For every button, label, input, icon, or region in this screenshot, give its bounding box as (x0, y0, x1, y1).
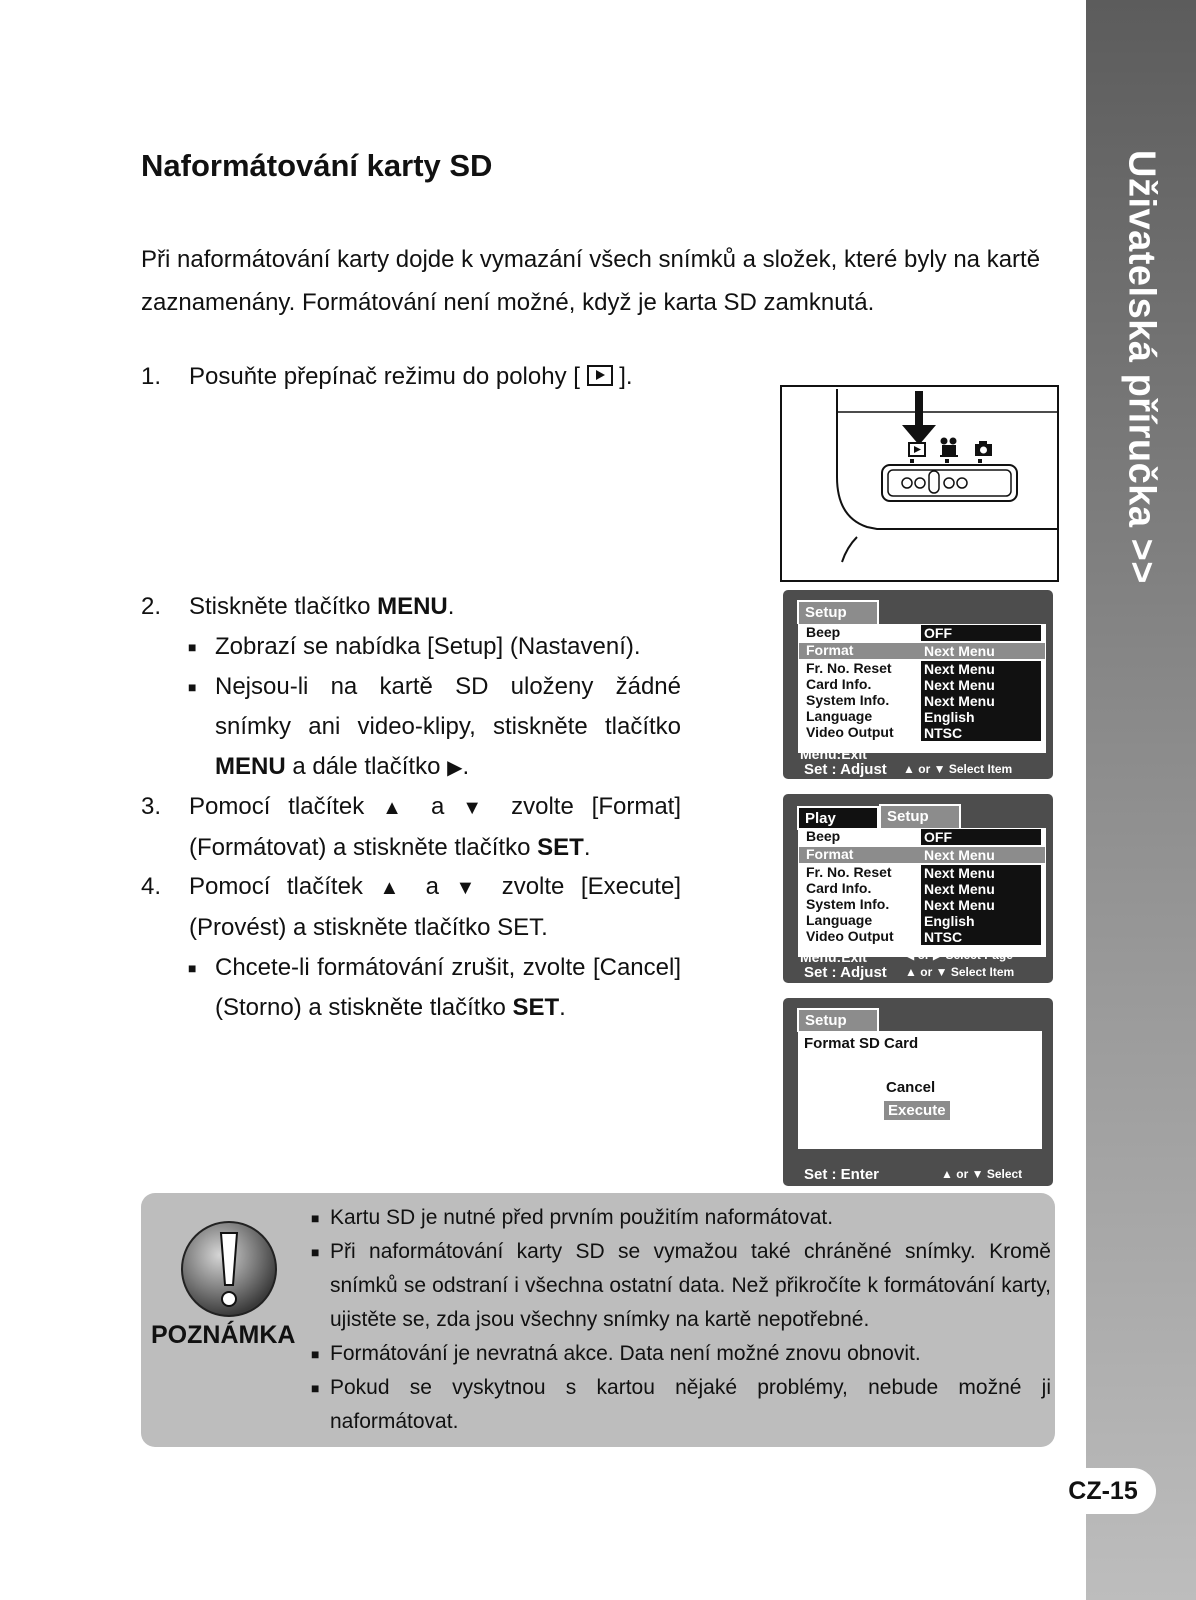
menu-row-label: Beep (806, 624, 841, 640)
right-triangle-icon: ▶ (447, 757, 463, 779)
down-triangle-icon: ▼ (971, 1167, 984, 1181)
menu-row-language (799, 913, 1045, 929)
menu-row-label: System Info. (806, 692, 890, 708)
menu-exit-hint: Menu:Exit (800, 746, 867, 762)
play-mode-icon (587, 365, 613, 386)
menu-row-fr-no-reset (799, 865, 1045, 881)
set-adjust-hint: Set : Adjust (804, 761, 887, 778)
warning-icon (179, 1219, 279, 1319)
play-setup-menu-screen (783, 794, 1053, 983)
note-item: ■ Při naformátování karty SD se vymažou také chráněné snímky. Kromě snímků se odstraní i všechna ostatní data. Než přikročíte k formátování karty, ujistěte se, zda jsou všechny snímky na kartě nepotřebné. (311, 1240, 1051, 1331)
note-item: ■ Pokud se vyskytnou s kartou nějaké problémy, nebude možné ji naformátovat. (311, 1376, 1051, 1433)
play-mode-icon (909, 443, 925, 456)
menu-row-label: Card Info. (806, 676, 872, 692)
sidebar-title: Uživatelská příručka >> (1120, 150, 1163, 584)
menu-row-language (799, 709, 1045, 725)
menu-row-format (799, 643, 1045, 659)
menu-row-video-output (799, 929, 1045, 945)
menu-row-label: Language (806, 708, 873, 724)
menu-row-system-info (799, 897, 1045, 913)
camera-mode-dial-illustration (780, 385, 1059, 582)
menu-row-card-info (799, 881, 1045, 897)
menu-row-beep (799, 625, 1045, 641)
menu-row-fr-no-reset (799, 661, 1045, 677)
menu-row-value: Next Menu (921, 693, 1041, 709)
select-item-hint: ▲ or ▼ Select Item (905, 965, 1015, 979)
down-triangle-icon: ▼ (455, 877, 486, 899)
menu-row-value: Next Menu (921, 661, 1041, 677)
menu-exit-hint: Menu:Exit (800, 949, 867, 965)
up-triangle-icon: ▲ (941, 1167, 953, 1181)
note-box (141, 1193, 1055, 1447)
page-number: CZ-15 (1050, 1468, 1156, 1514)
menu-row-label: Video Output (806, 928, 894, 944)
menu-row-value: Next Menu (921, 897, 1041, 913)
menu-row-label: Beep (806, 828, 841, 844)
menu-row-label: Language (806, 912, 873, 928)
left-triangle-icon: ◀ (905, 948, 915, 962)
select-item-hint: ▲ or ▼ Select Item (903, 762, 1013, 776)
camera-mode-icon (975, 441, 992, 456)
step-2-bullet-2: ■ Nejsou-li na kartě SD uloženy žádné snímky ani video-klipy, stiskněte tlačítko MENU a dále tlačítko ▶. (188, 673, 681, 780)
step-1: 1. Posuňte přepínač režimu do polohy [ ]. (141, 363, 633, 390)
set-adjust-hint: Set : Adjust (804, 964, 887, 981)
up-triangle-icon: ▲ (905, 965, 917, 979)
menu-row-label: System Info. (806, 896, 890, 912)
right-triangle-icon: ▶ (932, 948, 943, 962)
tab-setup: Setup (797, 600, 879, 624)
menu-row-format (799, 847, 1045, 863)
menu-row-value: NTSC (921, 725, 1041, 741)
menu-row-value: Next Menu (921, 881, 1041, 897)
menu-row-label: Fr. No. Reset (806, 660, 892, 676)
execute-option: Execute (884, 1101, 950, 1120)
down-triangle-icon: ▼ (933, 762, 946, 776)
note-item: ■ Kartu SD je nutné před prvním použitím naformátovat. (311, 1206, 834, 1229)
step-4-bullet-1: ■ Chcete-li formátování zrušit, zvolte [Cancel] (Storno) a stiskněte tlačítko SET. (188, 954, 681, 1021)
menu-row-value: Next Menu (921, 677, 1041, 693)
intro-paragraph: Při naformátování karty dojde k vymazání všech snímků a složek, které byly na kartě zaznamenány. Formátování není možné, když je karta SD zamknutá. (141, 246, 1041, 316)
step-2: 2. Stiskněte tlačítko MENU. ■ Zobrazí se nabídka [Setup] (Nastavení). ■ Nejsou-li na kartě SD uloženy žádné snímky ani video-klipy, stiskněte tlačítko MENU a dále tlačítko ▶. (141, 587, 681, 788)
movie-mode-icon (940, 438, 958, 458)
menu-row-video-output (799, 725, 1045, 741)
menu-row-value: Next Menu (921, 643, 1041, 659)
page-title: Naformátování karty SD (141, 148, 493, 183)
select-hint: ▲ or ▼ Select (941, 1167, 1023, 1181)
menu-row-label: Fr. No. Reset (806, 864, 892, 880)
down-arrow-icon (902, 391, 936, 445)
menu-row-value: NTSC (921, 929, 1041, 945)
menu-row-label: Format (806, 846, 854, 862)
setup-menu-list (798, 624, 1046, 753)
menu-row-label: Video Output (806, 724, 894, 740)
dialog-title: Format SD Card (804, 1035, 919, 1052)
menu-row-value: English (921, 913, 1041, 929)
setup-menu-screen (783, 590, 1053, 779)
down-triangle-icon: ▼ (935, 965, 948, 979)
step-2-bullet-1: ■ Zobrazí se nabídka [Setup] (Nastavení). (188, 633, 641, 660)
up-triangle-icon: ▲ (382, 797, 414, 819)
down-triangle-icon: ▼ (462, 797, 494, 819)
cancel-option: Cancel (886, 1079, 936, 1096)
note-list (311, 1201, 1051, 1439)
menu-row-value: Next Menu (921, 847, 1041, 863)
step-4: 4. Pomocí tlačítek ▲ a ▼ zvolte [Execute] (Provést) a stiskněte tlačítko SET. ■ Chcete-li formátování zrušit, zvolte [Cancel] (Storno) a stiskněte tlačítko SET. (141, 867, 681, 1028)
up-triangle-icon: ▲ (379, 877, 410, 899)
menu-row-card-info (799, 677, 1045, 693)
setup-menu-list (798, 828, 1046, 957)
tab-setup: Setup (797, 1008, 879, 1032)
note-item: ■ Formátování je nevratná akce. Data není možné znovu obnovit. (311, 1342, 921, 1365)
menu-row-value: Next Menu (921, 865, 1041, 881)
menu-row-value: OFF (921, 829, 1041, 845)
format-sd-screen (783, 998, 1053, 1186)
set-enter-hint: Set : Enter (804, 1166, 880, 1183)
select-page-hint: ◀ or ▶ Select Page (905, 948, 1013, 962)
menu-row-value: OFF (921, 625, 1041, 641)
up-triangle-icon: ▲ (903, 762, 915, 776)
note-label: POZNÁMKA (151, 1321, 296, 1349)
step-3: 3. Pomocí tlačítek ▲ a ▼ zvolte [Format] (Formátovat) a stiskněte tlačítko SET. (141, 793, 682, 861)
menu-row-beep (799, 829, 1045, 845)
menu-row-system-info (799, 693, 1045, 709)
format-dialog (798, 1031, 1042, 1149)
menu-row-value: English (921, 709, 1041, 725)
menu-row-label: Card Info. (806, 880, 872, 896)
tab-play: Play (797, 806, 879, 830)
tab-setup: Setup (879, 804, 961, 828)
menu-row-label: Format (806, 642, 854, 658)
